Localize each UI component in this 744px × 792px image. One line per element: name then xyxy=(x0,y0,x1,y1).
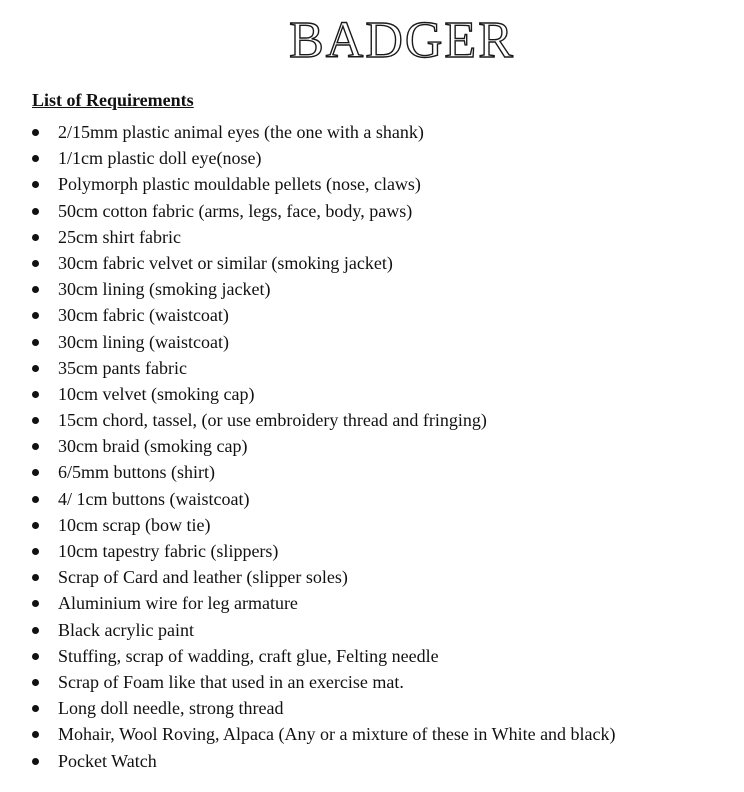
list-item xyxy=(30,591,616,617)
bullet-icon xyxy=(32,522,39,529)
list-item-text: Mohair, Wool Roving, Alpaca (Any or a mixture of these in White and black) xyxy=(58,724,616,745)
list-item xyxy=(30,408,616,434)
list-item-text: 25cm shirt fabric xyxy=(58,226,181,247)
list-item xyxy=(30,330,616,356)
list-item xyxy=(30,199,616,225)
list-item-text: Aluminium wire for leg armature xyxy=(58,593,298,614)
bullet-icon xyxy=(32,653,39,660)
bullet-icon xyxy=(32,443,39,450)
list-item-text: 30cm braid (smoking cap) xyxy=(58,436,248,457)
list-item xyxy=(30,251,616,277)
list-item-text: Scrap of Foam like that used in an exercise mat. xyxy=(58,671,404,692)
list-item-text: Polymorph plastic mouldable pellets (nose, claws) xyxy=(58,174,421,195)
list-item-text: 30cm fabric (waistcoat) xyxy=(58,305,229,326)
list-item xyxy=(30,696,616,722)
bullet-icon xyxy=(32,731,39,738)
list-item-text: 2/15mm plastic animal eyes (the one with a shank) xyxy=(58,122,424,142)
list-item xyxy=(30,303,616,329)
bullet-icon xyxy=(32,286,39,293)
list-item-text: 4/ 1cm buttons (waistcoat) xyxy=(58,488,250,509)
list-item-text: 30cm fabric velvet or similar (smoking jacket) xyxy=(58,252,393,273)
list-item-text: Stuffing, scrap of wadding, craft glue, Felting needle xyxy=(58,645,439,666)
bullet-icon xyxy=(32,155,39,162)
list-item xyxy=(30,225,616,251)
bullet-icon xyxy=(32,627,39,634)
list-item xyxy=(30,172,616,198)
list-item-text: 50cm cotton fabric (arms, legs, face, body, paws) xyxy=(58,200,413,221)
bullet-icon xyxy=(32,574,39,581)
bullet-icon xyxy=(32,600,39,607)
bullet-icon xyxy=(32,208,39,215)
list-item-text: Pocket Watch xyxy=(58,750,157,771)
bullet-icon xyxy=(32,312,39,319)
list-item xyxy=(30,722,616,748)
list-item xyxy=(30,487,616,513)
bullet-icon xyxy=(32,469,39,476)
list-item-text: 15cm chord, tassel, (or use embroidery thread and fringing) xyxy=(58,410,487,431)
list-item-text: 10cm scrap (bow tie) xyxy=(58,514,211,535)
list-item-text: Scrap of Card and leather (slipper soles) xyxy=(58,567,348,588)
list-item xyxy=(30,670,616,696)
list-item-text: 35cm pants fabric xyxy=(58,357,187,378)
list-item xyxy=(30,460,616,486)
list-item-text: 10cm velvet (smoking cap) xyxy=(58,383,255,404)
requirements-list xyxy=(30,120,616,775)
list-item-text: 1/1cm plastic doll eye(nose) xyxy=(58,148,262,169)
list-item xyxy=(30,618,616,644)
list-item-text: 6/5mm buttons (shirt) xyxy=(58,462,215,483)
list-item xyxy=(30,513,616,539)
list-item xyxy=(30,539,616,565)
bullet-icon xyxy=(32,496,39,503)
bullet-icon xyxy=(32,181,39,188)
bullet-icon xyxy=(32,365,39,372)
list-item-text: 30cm lining (waistcoat) xyxy=(58,331,229,352)
bullet-icon xyxy=(32,758,39,765)
bullet-icon xyxy=(32,417,39,424)
bullet-icon xyxy=(32,705,39,712)
list-item xyxy=(30,565,616,591)
list-item xyxy=(30,434,616,460)
list-item xyxy=(30,277,616,303)
list-item xyxy=(30,382,616,408)
bullet-icon xyxy=(32,260,39,267)
section-heading: List of Requirements xyxy=(32,90,194,110)
bullet-icon xyxy=(32,679,39,686)
list-item xyxy=(30,749,616,775)
bullet-icon xyxy=(32,129,39,136)
list-item xyxy=(30,146,616,172)
list-item-text: 30cm lining (smoking jacket) xyxy=(58,279,271,300)
list-item xyxy=(30,120,616,146)
list-item xyxy=(30,644,616,670)
list-item xyxy=(30,356,616,382)
bullet-icon xyxy=(32,339,39,346)
bullet-icon xyxy=(32,548,39,555)
list-item-text: 10cm tapestry fabric (slippers) xyxy=(58,541,279,561)
list-item-text: Long doll needle, strong thread xyxy=(58,698,284,719)
bullet-icon xyxy=(32,234,39,241)
page-title: BADGER xyxy=(289,12,515,69)
bullet-icon xyxy=(32,391,39,398)
list-item-text: Black acrylic paint xyxy=(58,619,194,640)
